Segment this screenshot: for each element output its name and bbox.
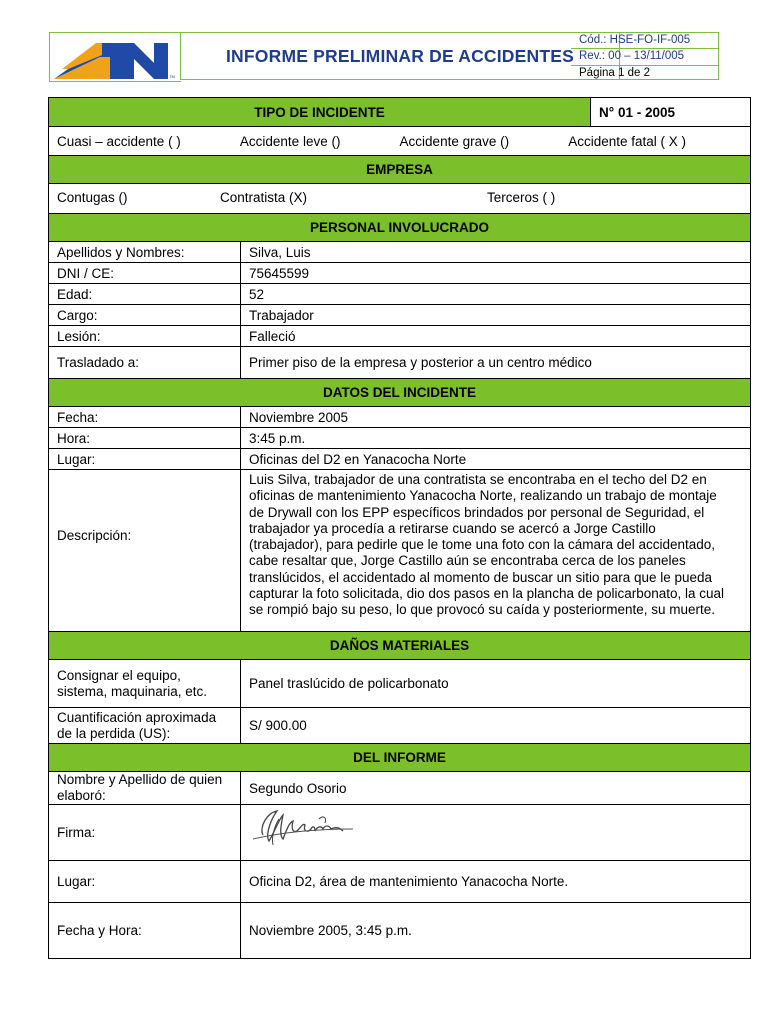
descripcion-line: trabajador ya procedía a retirarse cuando se acercó a Jorge Castillo bbox=[249, 520, 656, 536]
option-accidente-grave: Accidente grave () bbox=[399, 133, 510, 149]
document-meta bbox=[571, 32, 719, 80]
value-elaboro: Segundo Osorio bbox=[241, 772, 751, 805]
value-lugar-informe: Oficina D2, área de mantenimiento Yanacocha Norte. bbox=[241, 861, 751, 903]
document-header bbox=[49, 32, 719, 82]
option-accidente-leve: Accidente leve () bbox=[239, 133, 341, 149]
label-fecha: Fecha: bbox=[49, 407, 241, 428]
value-trasladado: Primer piso de la empresa y posterior a un centro médico bbox=[241, 347, 751, 379]
incident-number bbox=[591, 98, 751, 127]
label-elaboro: Nombre y Apellido de quien elaboró: bbox=[49, 772, 241, 805]
descripcion-line: cabe resaltar que, Jorge Castillo aún se encontraba cerca de los paneles bbox=[249, 553, 686, 569]
section-tipo-incidente: TIPO DE INCIDENTE bbox=[49, 98, 591, 127]
value-lugar: Oficinas del D2 en Yanacocha Norte bbox=[241, 449, 751, 470]
document-title: INFORME PRELIMINAR DE ACCIDENTES bbox=[180, 32, 620, 80]
option-cuasi-accidente: Cuasi – accidente ( ) bbox=[57, 133, 181, 149]
section-personal-involucrado: PERSONAL INVOLUCRADO bbox=[49, 214, 751, 242]
label-equipo: Consignar el equipo, sistema, maquinaria, etc. bbox=[49, 660, 241, 708]
label-apellidos-nombres: Apellidos y Nombres: bbox=[49, 242, 241, 263]
descripcion-line: translúcidos, el accidentado al momento de buscar un sitio para que le pueda bbox=[249, 569, 713, 585]
descripcion-line: se rompió bajo su peso, lo que provocó su caída y posteriormente, su muerte. bbox=[249, 602, 716, 618]
value-fecha-hora: Noviembre 2005, 3:45 p.m. bbox=[241, 903, 751, 959]
value-lesion: Falleció bbox=[241, 326, 751, 347]
value-cuantificacion: S/ 900.00 bbox=[241, 708, 751, 744]
incident-number-value: 01 - 2005 bbox=[617, 104, 675, 120]
section-datos-incidente: DATOS DEL INCIDENTE bbox=[49, 379, 751, 407]
value-fecha: Noviembre 2005 bbox=[241, 407, 751, 428]
label-hora: Hora: bbox=[49, 428, 241, 449]
value-apellidos-nombres: Silva, Luis bbox=[241, 242, 751, 263]
label-edad: Edad: bbox=[49, 284, 241, 305]
label-fecha-hora: Fecha y Hora: bbox=[49, 903, 241, 959]
label-trasladado: Trasladado a: bbox=[49, 347, 241, 379]
value-firma bbox=[241, 805, 751, 861]
document-page: Página 1 de 2 bbox=[579, 66, 650, 79]
label-cargo: Cargo: bbox=[49, 305, 241, 326]
tipo-options bbox=[49, 127, 751, 156]
label-lugar: Lugar: bbox=[49, 449, 241, 470]
descripcion-line: capturar la foto solicitada, dio dos pasos en la plancha de policarbonato, la cual bbox=[249, 586, 725, 602]
label-lugar-informe: Lugar: bbox=[49, 861, 241, 903]
company-logo bbox=[49, 32, 181, 82]
value-cargo: Trabajador bbox=[241, 305, 751, 326]
value-hora: 3:45 p.m. bbox=[241, 428, 751, 449]
descripcion-text bbox=[249, 470, 746, 619]
logo-trademark: TM bbox=[169, 74, 175, 79]
incident-number-prefix: N° bbox=[599, 104, 615, 120]
descripcion-line: de Drywall con los EPP específicos brindados por personal de Seguridad, el bbox=[249, 504, 705, 520]
empresa-options bbox=[49, 184, 751, 214]
logo-graphic bbox=[50, 33, 181, 81]
incident-form bbox=[48, 97, 751, 959]
label-firma: Firma: bbox=[49, 805, 241, 861]
option-contugas: Contugas () bbox=[57, 189, 128, 205]
value-dni: 75645599 bbox=[241, 263, 751, 284]
section-danos-materiales: DAÑOS MATERIALES bbox=[49, 632, 751, 660]
descripcion-line: Luis Silva, trabajador de una contratista se encontraba en el techo del D2 en bbox=[249, 472, 707, 487]
option-terceros: Terceros ( ) bbox=[487, 189, 556, 205]
descripcion-line: oficinas de mantenimiento Yanacocha Norte, realizando un trabajo de montaje bbox=[249, 488, 717, 504]
value-edad: 52 bbox=[241, 284, 751, 305]
option-accidente-fatal: Accidente fatal ( X ) bbox=[568, 133, 687, 149]
value-equipo: Panel traslúcido de policarbonato bbox=[241, 660, 751, 708]
label-dni: DNI / CE: bbox=[49, 263, 241, 284]
label-cuantificacion: Cuantificación aproximada de la perdida (US): bbox=[49, 708, 241, 744]
descripcion-line: (trabajador), para pedirle que le tome una foto con la cámara del accidentado, bbox=[249, 537, 716, 553]
document-revision: Rev.: 00 – 13/11/005 bbox=[571, 49, 718, 65]
label-lesion: Lesión: bbox=[49, 326, 241, 347]
label-descripcion: Descripción: bbox=[49, 470, 241, 632]
value-descripcion bbox=[241, 470, 751, 632]
section-empresa: EMPRESA bbox=[49, 156, 751, 184]
section-del-informe: DEL INFORME bbox=[49, 744, 751, 772]
option-contratista: Contratista (X) bbox=[220, 189, 308, 205]
signature-image bbox=[249, 805, 359, 849]
document-code: Cód.: HSE-FO-IF-005 bbox=[571, 33, 718, 49]
